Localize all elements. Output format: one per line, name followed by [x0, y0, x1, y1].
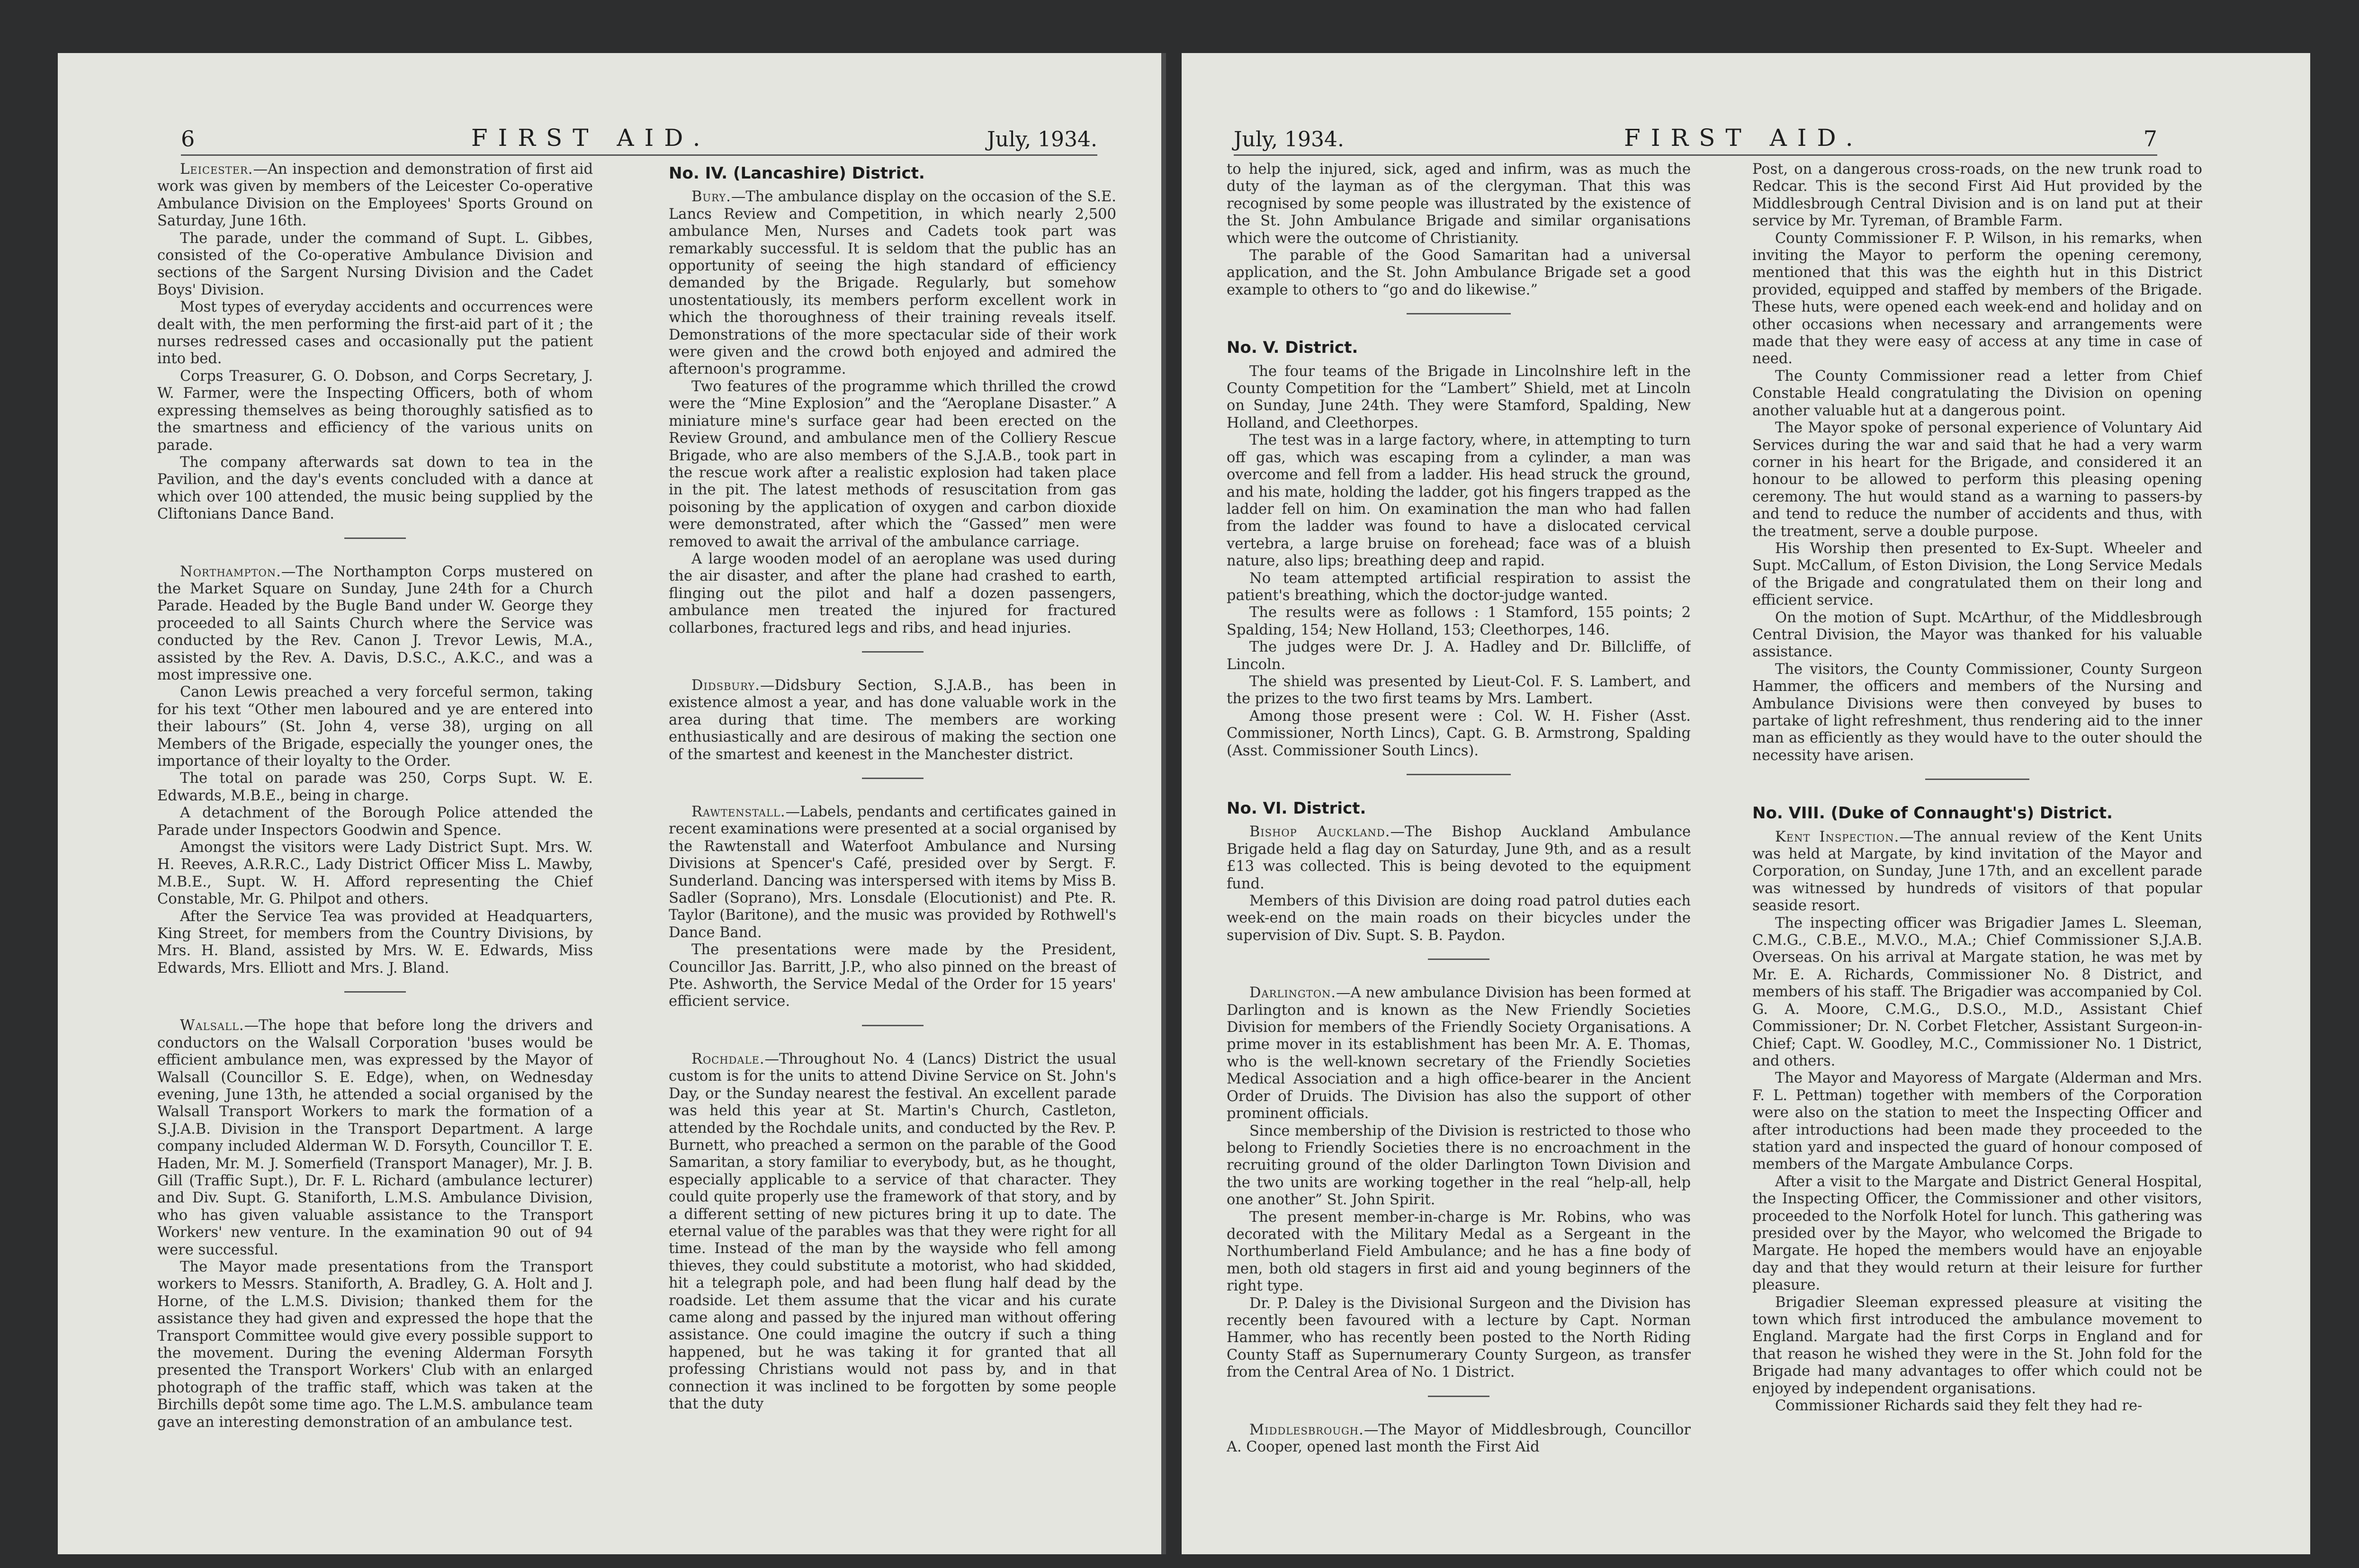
kent-paragraph: The Mayor and Mayoress of Margate (Alderman and Mrs. F. L. Pettman) together with members of the Corporation were also on the station to meet the Inspecting Officer and after introductions had been made they proceeded to the station yard and inspected the guard of honour composed of members of the Margate Ambulance Corps.	[1752, 1070, 2202, 1173]
middlesbrough-continuation: The County Commissioner read a letter from Chief Constable Heald congratulating the Division on opening another valuable hut at a dangerous point.	[1752, 367, 2202, 419]
section-rule	[1428, 1396, 1489, 1397]
section-rule	[1407, 313, 1511, 314]
section-rule	[862, 1025, 924, 1026]
section-rule	[344, 538, 406, 539]
leicester-paragraph: Most types of everyday accidents and occurrences were dealt with, the men performing the first-aid part of it ; the nurses redressed cases and occasionally put the patient into bed.	[157, 299, 593, 367]
rochdale-lead: Rochdale.	[691, 1050, 765, 1067]
northampton-text: —The Northampton Corps mustered on the Market Square on Sunday, June 24th for a Church Parade. Headed by the Bugle Band under W. George they proceeded to all Saints Church where the Service was conducted by the Rev. Canon J. Trevor Lewis, M.A., assisted by the Rev. A. Davis, D.S.C., A.K.C., and was a most impressive one.	[157, 563, 593, 683]
middlesbrough-continuation: On the motion of Supt. McArthur, of the Middlesbrough Central Division, the Mayor was thanked for his valuable assistance.	[1752, 609, 2202, 661]
rawtenstall-paragraph	[669, 804, 1116, 941]
district-vi-heading: No. VI. District.	[1227, 799, 1366, 818]
northampton-lead: Northampton.	[180, 563, 281, 580]
section-rule	[1428, 959, 1489, 960]
middlesbrough-continuation: The visitors, the County Commissioner, County Surgeon Hammer, the officers and members of the Nursing and Ambulance Divisions were then conveyed by buses to partake of light refreshment, thus rendering aid to the inner man as efficiently as they would have to the outer should the necessity have arisen.	[1752, 661, 2202, 764]
darlington-lead: Darlington.	[1249, 985, 1336, 1002]
right-running-head	[1234, 114, 2157, 156]
middlesbrough-continuation: County Commissioner F. P. Wilson, in his remarks, when inviting the Mayor to perform the opening ceremony, mentioned that this was the eighth hut in this District provided, equipped and staffed by members of the Brigade. These huts, were opened each week-end and holiday and on other occasions when necessary and arrangements were made that they were easy of access at any time in case of need.	[1752, 230, 2202, 367]
kent-lead: Kent Inspection.	[1775, 828, 1900, 845]
middlesbrough-continuation: His Worship then presented to Ex-Supt. Wheeler and Supt. McCallum, of Eston Division, the Long Service Medals of the Brigade and congratulated them on their long and efficient service.	[1752, 540, 2202, 609]
kent-paragraph: After a visit to the Margate and District General Hospital, the Inspecting Officer, the Commissioner and other visitors, proceeded to the Norfolk Hotel for lunch. This gathering was presided over by the Mayor, who welcomed the Brigade to Margate. He hoped the members would have an enjoyable day and that they would return at their leisure for further pleasure.	[1752, 1173, 2202, 1294]
lincoln-paragraph: The shield was presented by Lieut-Col. F. S. Lambert, and the prizes to the two first teams by Mrs. Lambert.	[1227, 673, 1691, 708]
bishop-auckland-paragraph: Members of this Division are doing road patrol duties each week-end on the main roads on their bicycles under the supervision of Div. Supt. S. B. Paydon.	[1227, 893, 1691, 944]
northampton-paragraph: Amongst the visitors were Lady District Supt. Mrs. W. H. Reeves, A.R.R.C., Lady District Officer Miss L. Mawby, M.B.E., Supt. W. H. Afford representing the Chief Constable, Mr. G. Philpot and others.	[157, 839, 593, 908]
middlesbrough-text: —The Mayor of Middlesbrough, Councillor A. Cooper, opened last month the First Aid	[1227, 1421, 1691, 1455]
middlesbrough-continuation: The Mayor spoke of personal experience of Voluntary Aid Services during the war and said that he had a very warm corner in his heart for the Brigade, and considered it an honour to be allowed to perform this pleasing opening ceremony. The hut would stand as a warning to passers-by and tend to reduce the number of accidents and thus, with the treatment, serve a double purpose.	[1752, 420, 2202, 540]
leicester-paragraph	[157, 161, 593, 230]
darlington-paragraph: Since membership of the Division is restricted to those who belong to Friendly Societies there is no encroachment in the recruiting ground of the older Darlington Town Division and the two units are working together in the real “help-all, help one another” St. John Spirit.	[1227, 1122, 1691, 1209]
right-column-2	[1752, 161, 2202, 1492]
section-rule	[344, 991, 406, 993]
section-rule	[1925, 779, 2029, 780]
rawtenstall-lead: Rawtenstall.	[691, 804, 786, 820]
lincoln-paragraph: The test was in a large factory, where, in attempting to turn off gas, which was escaping from a cylinder, a man was overcome and fell from a ladder. His head struck the ground, and his mate, holding the ladder, got his fingers trapped as the ladder fell on him. On examination the man who had fallen from the ladder was found to have a dislocated cervical vertebra, a large bruise on forehead; face was of a bluish nature, also lips; breathing deep and rapid.	[1227, 432, 1691, 570]
bury-paragraph: A large wooden model of an aeroplane was used during the air disaster, and after the plane had crashed to earth, flinging out the pilot and half a dozen passengers, ambulance men treated the injured for fractured collarbones, fractured legs and ribs, and head injuries.	[669, 550, 1116, 636]
lincoln-paragraph: Among those present were : Col. W. H. Fisher (Asst. Commissioner, North Lincs), Capt. G. B. Armstrong, Spalding (Asst. Commissioner South Lincs).	[1227, 708, 1691, 759]
walsall-paragraph: The Mayor made presentations from the Transport workers to Messrs. Staniforth, A. Bradley, G. A. Holt and J. Horne, of the L.M.S. Division; thanked them for the assistance they had given and expressed the hope that the Transport Committee would give every possible support to the movement. During the evening Alderman Forsyth presented the Transport Workers' Club with an enlarged photograph of the traffic staff, which was taken at the Birchills depôt some time ago. The L.M.S. ambulance team gave an interesting demonstration of an ambulance test.	[157, 1258, 593, 1431]
right-running-title: FIRST AID.	[1624, 124, 1864, 152]
rochdale-paragraph	[669, 1051, 1116, 1413]
left-page	[58, 53, 1166, 1554]
bishop-auckland-lead: Bishop Auckland.	[1249, 824, 1390, 841]
leicester-paragraph: Corps Treasurer, G. O. Dobson, and Corps Secretary, J. W. Farmer, were the Inspecting Officers, both of whom expressing themselves as being thoroughly satisfied as to the smartness and efficiency of the various units on parade.	[157, 367, 593, 454]
walsall-lead: Walsall.	[180, 1017, 244, 1034]
left-column-1	[157, 161, 593, 1492]
section-rule	[1407, 774, 1511, 775]
leicester-paragraph: The parade, under the command of Supt. L. Gibbes, consisted of the Co-operative Ambulance Division and sections of the Sargent Nursing Division and the Cadet Boys' Division.	[157, 230, 593, 298]
left-column-2	[669, 161, 1116, 1492]
left-running-date: July, 1934.	[987, 127, 1097, 152]
walsall-text: —The hope that before long the drivers and conductors on the Walsall Corporation 'buses would be efficient ambulance men, was expressed by the Mayor of Walsall (Councillor S. E. Edge), when, on Wednesday evening, June 13th, he attended a social organised by the Walsall Transport Workers to mark the formation of a S.J.A.B. Division in the Transport Department. A large company included Alderman W. D. Forsyth, Councillor T. E. Haden, Mr. M. J. Somerfield (Transport Manager), Mr. J. B. Gill (Traffic Supt.), Dr. F. L. Richard (ambulance lecturer) and Div. Supt. G. Staniforth, L.M.S. Ambulance Division, who has given valuable assistance to the Transport Workers' new venture. In the examination 90 out of 94 were successful.	[157, 1017, 593, 1258]
lincoln-paragraph: The results were as follows : 1 Stamford, 155 points; 2 Spalding, 154; New Holland, 153; Cleethorpes, 146.	[1227, 604, 1691, 638]
kent-paragraph: The inspecting officer was Brigadier James L. Sleeman, C.M.G., C.B.E., M.V.O., M.A.; Chief Commissioner S.J.A.B. Overseas. On his arrival at Margate station, he was met by Mr. E. A. Richards, Commissioner No. 8 District, and members of his staff. The Brigadier was accompanied by Col. G. A. Moore, C.M.G., D.S.O., M.D., Assistant Chief Commissioner; Dr. N. Corbet Fletcher, Assistant Surgeon-in-Chief; Capt. W. Goodley, M.C., Commissioner No. 1 District, and others.	[1752, 914, 2202, 1069]
kent-paragraph: Brigadier Sleeman expressed pleasure at visiting the town which first introduced the ambulance movement to England. Margate had the first Corps in England and for that reason he wished they were in the St. John fold for the Brigade had many advantages to offer which could not be enjoyed by independent organisations.	[1752, 1294, 2202, 1397]
leicester-text: —An inspection and demonstration of first aid work was given by members of the Leicester Co-operative Ambulance Division on the Employees' Sports Ground on Saturday, June 16th.	[157, 161, 593, 230]
district-iv-heading: No. IV. (Lancashire) District.	[669, 164, 925, 183]
northampton-paragraph: The total on parade was 250, Corps Supt. W. E. Edwards, M.B.E., being in charge.	[157, 770, 593, 804]
didsbury-text: —Didsbury Section, S.J.A.B., has been in existence almost a year, and has done valuable work in the area during that time. The members are working enthusiastically and are desirous of making the section one of the smartest and keenest in the Manchester district.	[669, 677, 1116, 763]
bury-paragraph	[669, 188, 1116, 378]
right-column-1	[1227, 161, 1691, 1492]
rochdale-continuation: The parable of the Good Samaritan had a universal application, and the St. John Ambulance Brigade set a good example to others to “go and do likewise.”	[1227, 247, 1691, 298]
lincoln-paragraph: The four teams of the Brigade in Lincolnshire left in the County Competition for the “Lambert” Shield, met at Lincoln on Sunday, June 24th. They were Stamford, Spalding, New Holland, and Cleethorpes.	[1227, 363, 1691, 431]
bishop-auckland-text: —The Bishop Auckland Ambulance Brigade held a flag day on Saturday, June 9th, and as a result £13 was collected. This is being devoted to the equipment fund.	[1227, 824, 1691, 892]
section-rule	[862, 651, 924, 653]
rochdale-text: —Throughout No. 4 (Lancs) District the usual custom is for the units to attend Divine Service on St. John's Day, or the Sunday nearest the festival. An excellent parade was held this year at St. Martin's Church, Castleton, attended by the Rochdale units, and conducted by the Rev. P. Burnett, who preached a sermon on the parable of the Good Samaritan, a story familiar to everybody, but, as he thought, especially applicable to a service of that character. They could quite properly use the framework of that story, and by a different setting of new pictures bring it up to date. The eternal value of the parables was that they were right for all time. Instead of the man by the wayside who fell among thieves, they could substitute a motorist, who had skidded, hit a telegraph pole, and had been flung half dead by the roadside. Let them assume that the vicar and his curate came along and passed by the injured man without offering assistance. One could imagine the outcry if such a thing happened, but he was taking it for granted that all professing Christians would not pass by, and in that connection it was inclined to be forgotten by some people that the duty	[669, 1050, 1116, 1412]
didsbury-paragraph	[669, 677, 1116, 763]
northampton-paragraph: After the Service Tea was provided at Headquarters, King Street, for members from the Country Divisions, by Mrs. H. Bland, assisted by Mrs. W. E. Edwards, Miss Edwards, Mrs. Elliott and Mrs. J. Bland.	[157, 908, 593, 977]
darlington-paragraph: The present member-in-charge is Mr. Robins, who was decorated with the Military Medal as a Sergeant in the Northumberland Field Ambulance; and he has a fine body of men, both old stagers in first aid and young beginners of the right type.	[1227, 1209, 1691, 1295]
rochdale-continuation: to help the injured, sick, aged and infirm, was as much the duty of the layman as of the clergyman. That this was recognised by some people was illustrated by the existence of the St. John Ambulance Brigade and similar organisations which were the outcome of Christianity.	[1227, 161, 1691, 247]
lincoln-paragraph: The judges were Dr. J. A. Hadley and Dr. Billcliffe, of Lincoln.	[1227, 639, 1691, 673]
kent-paragraph: Commissioner Richards said they felt they had re-	[1775, 1398, 2143, 1415]
lincoln-paragraph: No team attempted artificial respiration to assist the patient's breathing, which the doctor-judge wanted.	[1227, 570, 1691, 604]
didsbury-lead: Didsbury.	[691, 677, 760, 694]
walsall-paragraph	[157, 1017, 593, 1259]
left-running-head	[181, 114, 1097, 156]
section-rule	[862, 778, 924, 779]
right-page	[1182, 53, 2310, 1554]
bishop-auckland-paragraph	[1227, 824, 1691, 893]
right-page-number: 7	[2143, 126, 2157, 152]
district-viii-heading: No. VIII. (Duke of Connaught's) District.	[1752, 804, 2113, 823]
bury-paragraph: Two features of the programme which thrilled the crowd were the “Mine Explosion” and the “Aeroplane Disaster.” A miniature mine's surface gear had been erected on the Review Ground, and ambulance men of the Colliery Rescue Brigade, who are also members of the S.J.A.B., took part in the rescue work after a realistic explosion had taken place in the pit. The latest methods of resuscitation from gas poisoning by the application of oxygen and carbon dioxide were demonstrated, after which the “Gassed” men were removed to await the arrival of the ambulance carriage.	[669, 378, 1116, 550]
northampton-paragraph: Canon Lewis preached a very forceful sermon, taking for his text “Other men laboured and ye are entered into their labours” (St. John 4, verse 38), urging on all Members of the Brigade, especially the younger ones, the importance of their loyalty to the Order.	[157, 684, 593, 770]
northampton-paragraph	[157, 564, 593, 684]
leicester-lead: Leicester.	[180, 161, 253, 178]
kent-paragraph	[1752, 829, 2202, 915]
leicester-paragraph: The company afterwards sat down to tea in the Pavilion, and the day's events concluded with a dance at which over 100 attended, the music being supplied by the Cliftonians Dance Band.	[157, 454, 593, 523]
rawtenstall-paragraph: The presentations were made by the President, Councillor Jas. Barritt, J.P., who also pinned on the breast of Pte. Ashworth, the Service Medal of the Order for 15 years' efficient service.	[669, 941, 1116, 1010]
kent-text: —The annual review of the Kent Units was held at Margate, by kind invitation of the Mayor and Corporation, on Sunday, June 17th, and an excellent parade was witnessed by hundreds of visitors of that popular seaside resort.	[1752, 828, 2202, 914]
darlington-paragraph: Dr. P. Daley is the Divisional Surgeon and the Division has recently been favoured with a lecture by Capt. Norman Hammer, who has recently been posted to the North Riding County Staff as Supernumerary County Surgeon, as transfer from the Central Area of No. 1 District.	[1227, 1295, 1691, 1381]
darlington-text: —A new ambulance Division has been formed at Darlington and is known as the New Friendly Societies Division for members of the Friendly Society Organisations. A prime mover in its establishment has been Mr. A. E. Thomas, who is the well-known secretary of the Friendly Societies Medical Association and a high office-bearer in the Ancient Order of Druids. The Division has also the support of other prominent officials.	[1227, 985, 1691, 1122]
northampton-paragraph: A detachment of the Borough Police attended the Parade under Inspectors Goodwin and Spence.	[157, 805, 593, 839]
darlington-paragraph	[1227, 985, 1691, 1122]
district-v-heading: No. V. District.	[1227, 338, 1358, 358]
right-running-date: July, 1934.	[1234, 127, 1344, 152]
middlesbrough-continuation: Post, on a dangerous cross-roads, on the new trunk road to Redcar. This is the second First Aid Hut provided by the Middlesbrough Central Division and is on land put at their service by Mr. Tyreman, of Bramble Farm.	[1752, 161, 2202, 230]
left-running-title: FIRST AID.	[471, 124, 711, 152]
bury-lead: Bury.	[691, 188, 731, 206]
middlesbrough-paragraph	[1227, 1422, 1691, 1456]
left-page-number: 6	[181, 126, 195, 152]
bury-text: —The ambulance display on the occasion of the S.E. Lancs Review and Competition, in which nearly 2,500 ambulance Men, Nurses and Cadets took part was remarkably successful. It is seldom that the public has an opportunity of seeing the high standard of efficiency demanded by the Brigade. Regularly, but somehow unostentatiously, its members perform excellent work in which the thoroughness of their training reveals itself. Demonstrations of the more spectacular side of their work were given and the crowd both enjoyed and admired the afternoon's programme.	[669, 188, 1116, 378]
rawtenstall-text: —Labels, pendants and certificates gained in recent examinations were presented at a social organised by the Rawtenstall and Waterfoot Ambulance and Nursing Divisions at Spencer's Café, presided over by Sergt. F. Sunderland. Dancing was interspersed with items by Miss B. Sadler (Soprano), Mrs. Lonsdale (Elocutionist) and Pte. R. Taylor (Baritone), and the music was provided by Rothwell's Dance Band.	[669, 804, 1116, 941]
middlesbrough-lead: Middlesbrough.	[1249, 1421, 1364, 1438]
